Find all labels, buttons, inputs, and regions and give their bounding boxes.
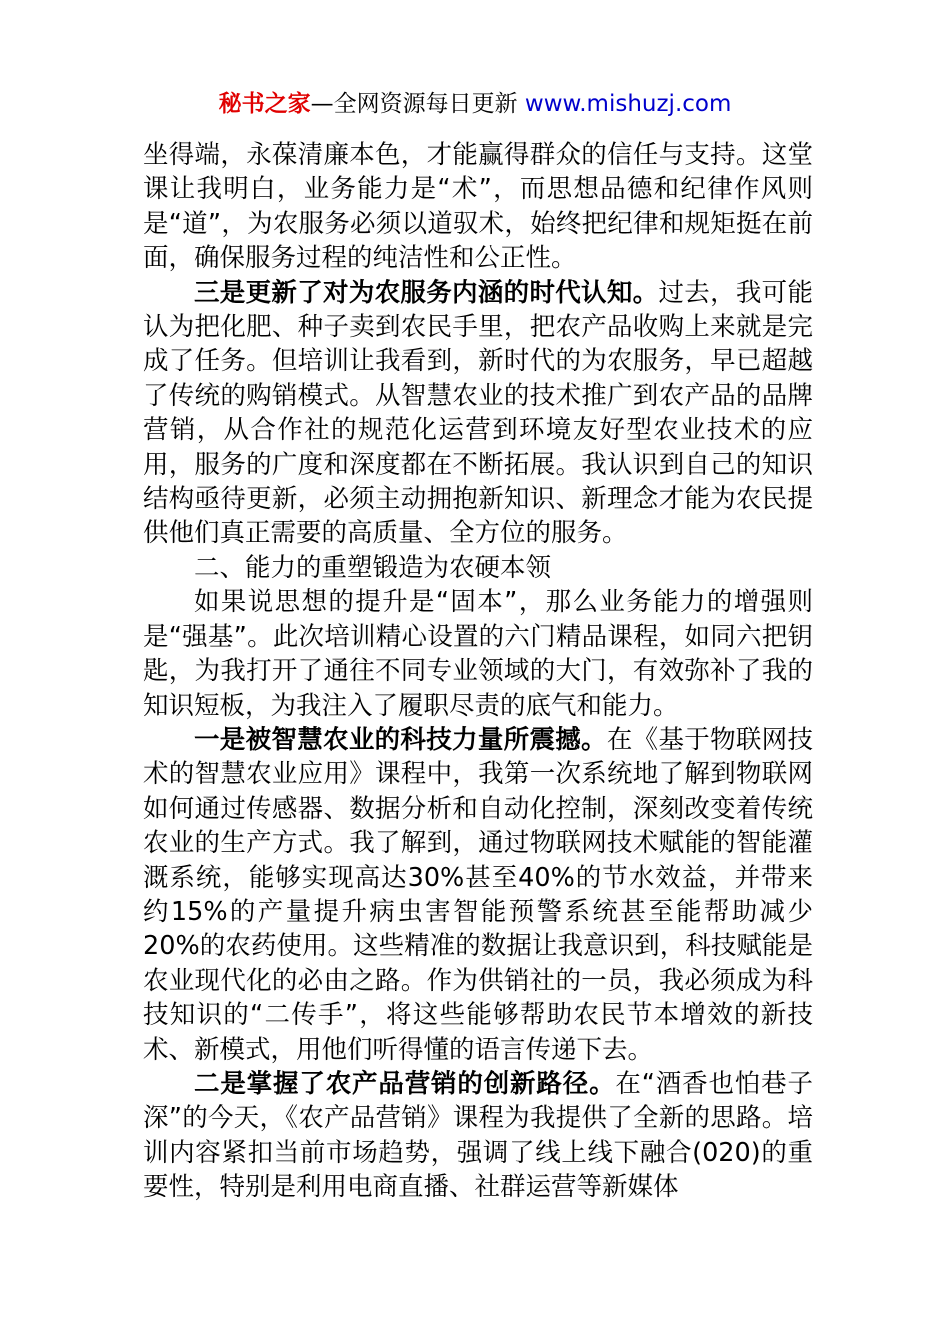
section-heading-text: 二、能力的重塑锻造为农硬本领 — [194, 552, 552, 583]
paragraph-text: 如果说思想的提升是“固本”，那么业务能力的增强则是“强基”。此次培训精心设置的六门精品课程，如同六把钥匙，为我打开了通往不同专业领域的大门，有效弥补了我的知识短板，为我注入了履职尽责的底气和能力。 — [143, 587, 813, 721]
site-brand: 秘书之家 — [218, 91, 311, 117]
site-header — [0, 88, 950, 120]
paragraph-lead: 二是掌握了农产品营销的创新路径。 — [194, 1068, 616, 1099]
paragraph-point-three — [143, 276, 813, 551]
section-heading — [143, 551, 813, 585]
paragraph-text: 在《基于物联网技术的智慧农业应用》课程中，我第一次系统地了解到物联网如何通过传感器、数据分析和自动化控制，深刻改变着传统农业的生产方式。我了解到，通过物联网技术赋能的智能灌溉系统，能够实现高达30%甚至40%的节水效益，并带来约15%的产量提升病虫害智能预警系统甚至能帮助减少20%的农药使用。这些精准的数据让我意识到，科技赋能是农业现代化的必由之路。作为供销社的一员，我必须成为科技知识的“二传手”，将这些能够帮助农民节本增效的新技术、新模式，用他们听得懂的语言传递下去。 — [143, 724, 813, 1065]
paragraph-point-one — [143, 723, 813, 1067]
paragraph-continuation — [143, 138, 813, 276]
paragraph-point-two — [143, 1067, 813, 1205]
paragraph-text: 坐得端，永葆清廉本色，才能赢得群众的信任与支持。这堂课让我明白，业务能力是“术”，而思想品德和纪律作风则是“道”，为农服务必须以道驭术，始终把纪律和规矩挺在前面，确保服务过程的纯洁性和公正性。 — [143, 140, 813, 274]
paragraph-lead: 三是更新了对为农服务内涵的时代认知。 — [194, 277, 659, 308]
paragraph-lead: 一是被智慧农业的科技力量所震撼。 — [194, 724, 607, 755]
site-url-link[interactable]: www.mishuzj.com — [524, 91, 732, 117]
paragraph-text: 在“酒香也怕巷子深”的今天，《农产品营销》课程为我提供了全新的思路。培训内容紧扣当前市场趋势，强调了线上线下融合(020)的重要性，特别是利用电商直播、社群运营等新媒体 — [143, 1068, 813, 1203]
paragraph-text: 过去，我可能认为把化肥、种子卖到农民手里，把农产品收购上来就是完成了任务。但培训让我看到，新时代的为农服务，早已超越了传统的购销模式。从智慧农业的技术推广到农产品的品牌营销，从合作社的规范化运营到环境友好型农业技术的应用，服务的广度和深度都在不断拓展。我认识到自己的知识结构亟待更新，必须主动拥抱新知识、新理念才能为农民提供他们真正需要的高质量、全方位的服务。 — [143, 277, 813, 549]
document-body — [143, 138, 813, 1205]
paragraph-intro — [143, 585, 813, 723]
site-tagline: —全网资源每日更新 — [310, 91, 518, 117]
